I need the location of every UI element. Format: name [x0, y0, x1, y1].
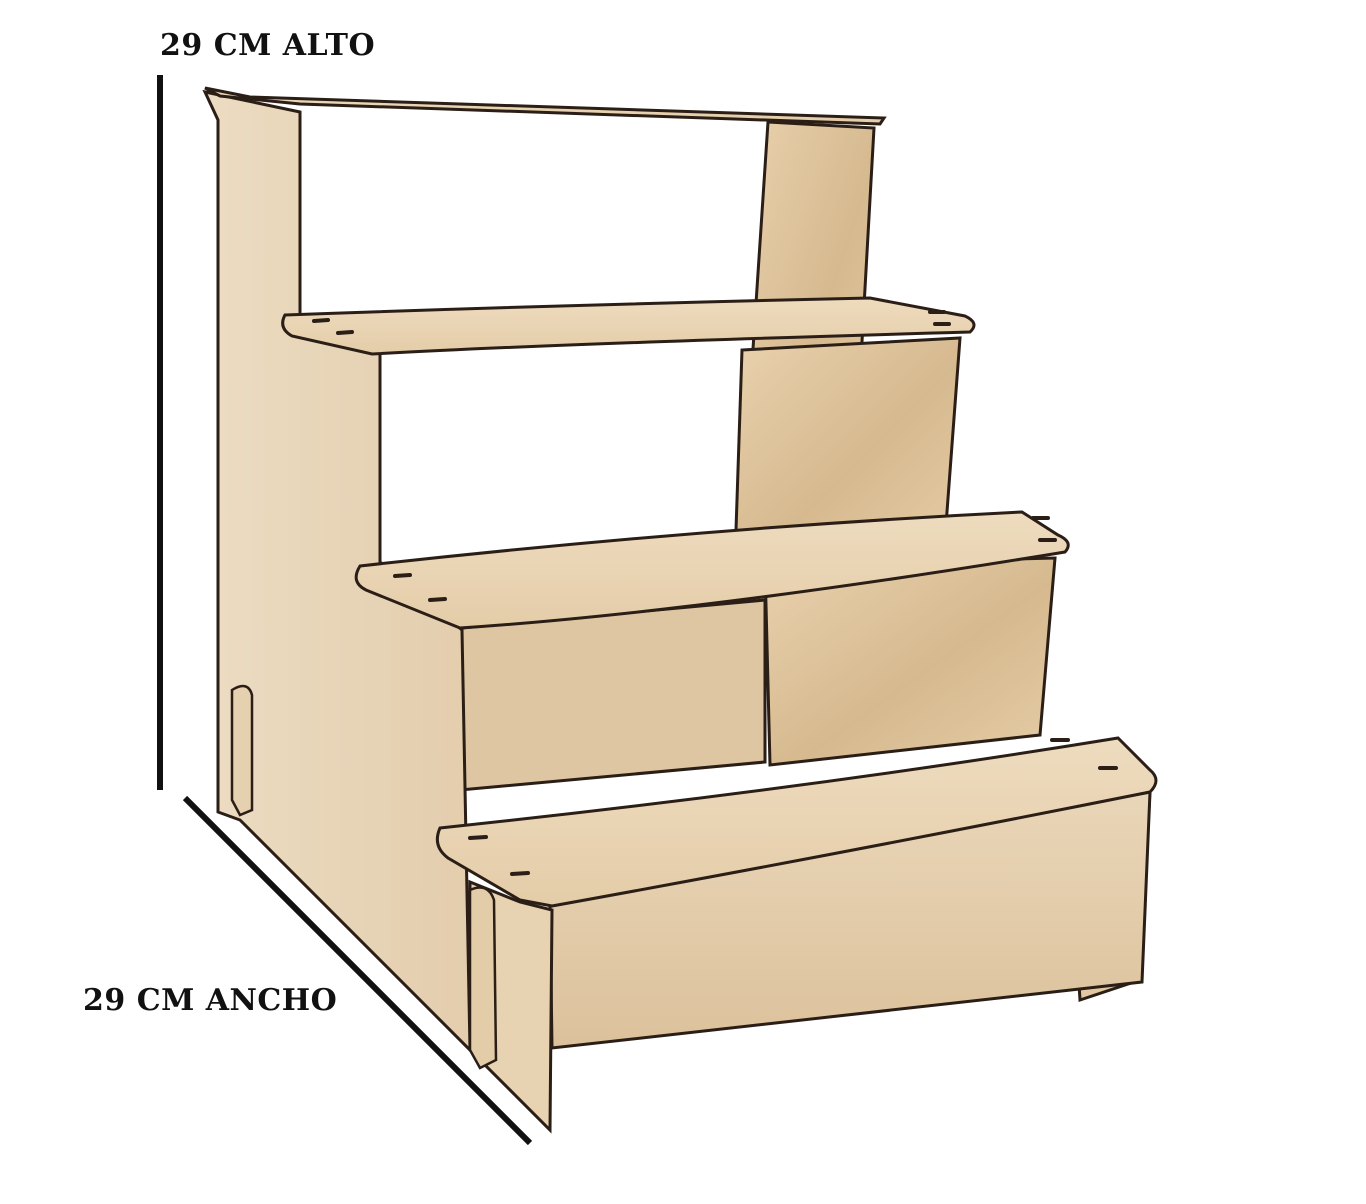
shelf-tier-1 — [205, 88, 884, 124]
inner-back-board — [460, 600, 765, 790]
side-foot-tab — [232, 686, 252, 815]
width-dimension-label: 29 CM ANCHO — [83, 983, 338, 1018]
bottom-foot-tab — [470, 888, 496, 1068]
height-dimension-label: 29 CM ALTO — [160, 28, 376, 63]
